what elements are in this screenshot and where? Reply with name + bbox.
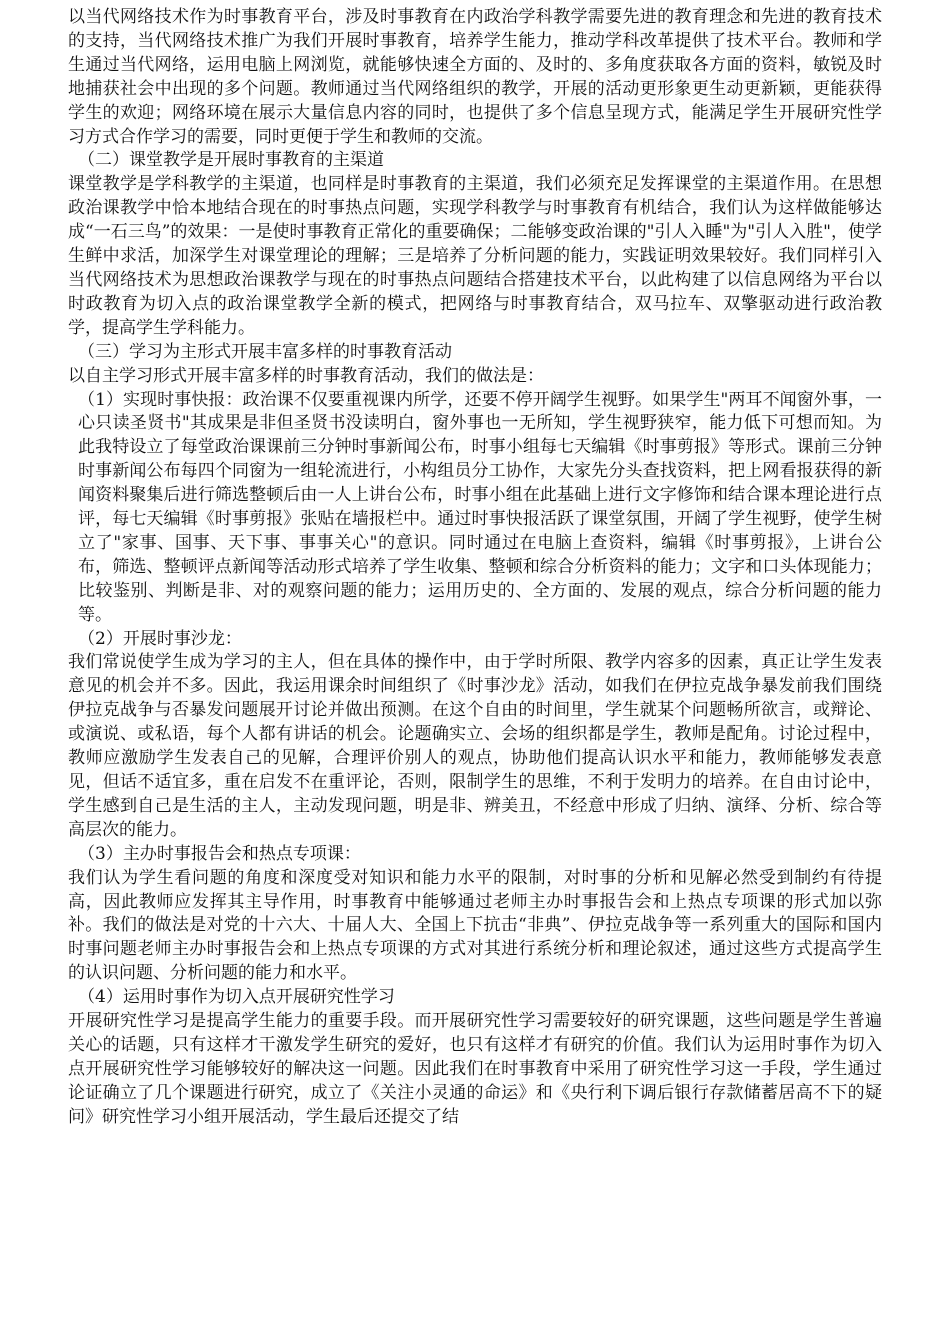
paragraph-research: 开展研究性学习是提高学生能力的重要手段。而开展研究性学习需要较好的研究课题，这些问题是学生普遍关心的话题，只有这样才干激发学生研究的爱好，也只有这样才有研究的价值。我们认为运用时事作为切入点开展研究性学习能够较好的解决这一问题。因此我们在时事教育中采用了研究性学习这一手段，学生通过论证确立了几个课题进行研究，成立了《关注小灵通的命运》和《央行利下调后银行存款储蓄居高不下的疑问》研究性学习小组开展活动，学生最后还提交了结 [68,1011,882,1127]
section-heading-classroom: （二）课堂教学是开展时事教育的主渠道 [78,150,384,171]
paragraph-classroom: 课堂教学是学科教学的主渠道，也同样是时事教育的主渠道，我们必须充足发挥课堂的主渠道作用。在思想政治课教学中恰本地结合现在的时事热点问题，实现学科教学与时事教育有机结合，我们认为这样做能够达成“一石三鸟”的效果：一是使时事教育正常化的重要确保；二能够变政治课的"引人入睡"为"引人入胜"，使学生鲜中求活，加深学生对课堂理论的理解；三是培养了分析问题的能力，实践证明效果较好。我们同样引入当代网络技术为思想政治课教学与现在的时事热点问题结合搭建技术平台，以此构建了以信息网络为平台以时政教育为切入点的政治课堂教学全新的模式，把网络与时事教育结合，双马拉车、双擎驱动进行政治教学，提高学生学科能力。 [68,174,882,338]
paragraph-salon: 我们常说使学生成为学习的主人，但在具体的操作中，由于学时所限、教学内容多的因素，真正让学生发表意见的机会并不多。因此，我运用课余时间组织了《时事沙龙》活动，如我们在伊拉克战争暴发前我们围绕伊拉克战争与否暴发问题展开讨论并做出预测。在这个自由的时间里，学生就某个问题畅所欲言，或辩论、或演说、或私语，每个人都有讲话的机会。论题确实立、会场的组织都是学生，教师是配角。讨论过程中，教师应激励学生发表自己的见解，合理评价别人的观点，协助他们提高认识水平和能力，教师能够发表意见，但话不适宜多，重在启发不在重评论，否则，限制学生的思维，不利于发明力的培养。在自由讨论中，学生感到自己是生活的主人，主动发现问题，明是非、辨美丑，不经意中形成了归纳、演绎、分析、综合等高层次的能力。 [68,652,882,840]
item-report-heading: （3）主办时事报告会和热点专项课： [78,843,361,864]
paragraph-activities-intro: 以自主学习形式开展丰富多样的时事教育活动，我们的做法是： [68,365,544,386]
item-news-bulletin: （1）实现时事快报：政治课不仅要重视课内所学，还要不停开阔学生视野。如果学生"两耳不闻窗外事，一心只读圣贤书"其成果是非但圣贤书没读明白，窗外事也一无所知，学生视野狭窄，能力低下可想而知。为此我特设立了每堂政治课课前三分钟时事新闻公布，时事小组每七天编辑《时事剪报》等形式。课前三分钟时事新闻公布每四个同窗为一组轮流进行，小构组员分工协作，大家先分头查找资料，把上网看报获得的新闻资料聚集后进行筛选整顿后由一人上讲台公布，时事小组在此基础上进行文字修饰和结合课本理论进行点评，每七天编辑《时事剪报》张贴在墙报栏中。通过时事快报活跃了课堂氛围，开阔了学生视野，使学生树立了"家事、国事、天下事、事事关心"的意识。同时通过在电脑上查资料，编辑《时事剪报》，上讲台公布，筛选、整顿评点新闻等活动形式培养了学生收集、整顿和综合分析资料的能力；文字和口头体现能力；比较鉴别、判断是非、对的观察问题的能力；运用历史的、全方面的、发展的观点，综合分析问题的能力等。 [78,389,882,625]
section-heading-activities: （三）学习为主形式开展丰富多样的时事教育活动 [78,341,452,362]
item-salon-heading: （2）开展时事沙龙： [78,628,242,649]
paragraph-report: 我们认为学生看问题的角度和深度受对知识和能力水平的限制，对时事的分析和见解必然受到制约有待提高，因此教师应发挥其主导作用，时事教育中能够通过老师主办时事报告会和上热点专项课的形式加以弥补。我们的做法是对党的十六大、十届人大、全国上下抗击“非典”、伊拉克战争等一系列重大的国际和国内时事问题老师主办时事报告会和上热点专项课的方式对其进行系统分析和理论叙述，通过这些方式提高学生的认识问题、分析问题的能力和水平。 [68,867,882,984]
paragraph-network-platform: 以当代网络技术作为时事教育平台，涉及时事教育在内政治学科教学需要先进的教育理念和先进的教育技术的支持，当代网络技术推广为我们开展时事教育，培养学生能力，推动学科改革提供了技术平台。教师和学生通过当代网络，运用电脑上网浏览，就能够快速全方面的、及时的、多角度获取各方面的资料，敏锐及时地捕获社会中出现的多个问题。教师通过当代网络组织的教学，开展的活动更形象更生动更新颖，更能获得学生的欢迎；网络环境在展示大量信息内容的同时，也提供了多个信息呈现方式，能满足学生开展研究性学习方式合作学习的需要，同时更便于学生和教师的交流。 [68,7,882,147]
item-research-heading: （4）运用时事作为切入点开展研究性学习 [78,987,395,1008]
